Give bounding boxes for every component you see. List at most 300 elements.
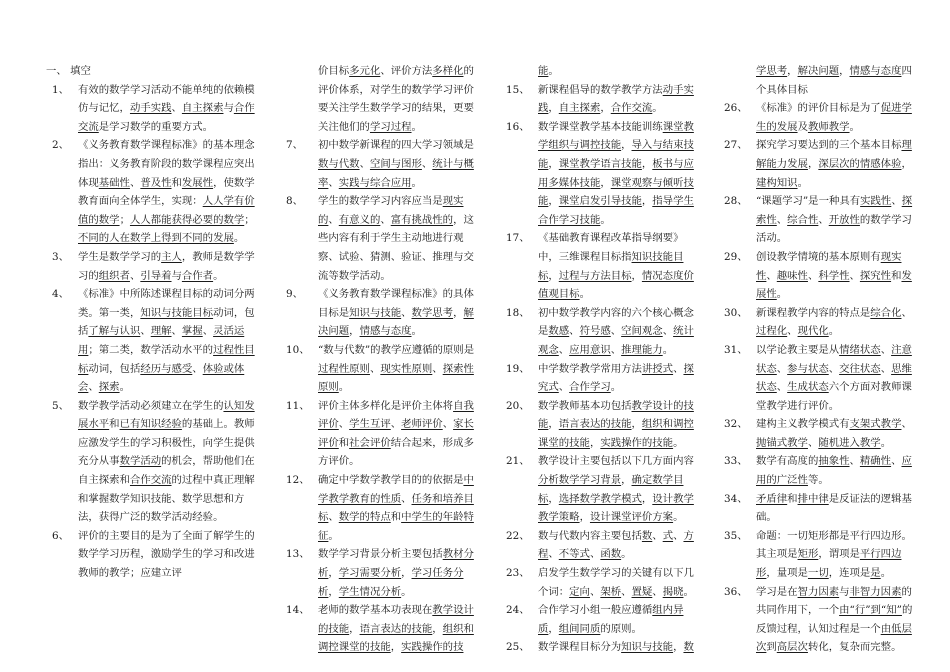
- question-text: [538, 121, 694, 226]
- prompt-text: 。: [673, 436, 684, 449]
- prompt-text: 、: [776, 381, 788, 394]
- prompt-text: ，: [548, 157, 559, 170]
- answer-text: 非智力因素: [849, 585, 902, 598]
- prompt-text: 。: [880, 567, 892, 580]
- question-number: 27、: [724, 139, 748, 152]
- prompt-text: 、: [359, 157, 370, 170]
- prompt-text: ，: [589, 436, 601, 449]
- question-number: 14、: [286, 604, 310, 617]
- answer-text: 中学教学教育的性质: [318, 474, 474, 505]
- prompt-text: 、: [171, 325, 182, 338]
- question-number: 10、: [286, 343, 310, 356]
- answer-text: 数学活动: [119, 455, 162, 468]
- question-item: [506, 118, 702, 230]
- prompt-text: 学习是在: [756, 585, 798, 598]
- answer-text: 空间与图形: [369, 157, 422, 170]
- question-number: 9、: [286, 288, 304, 301]
- question-item: [46, 136, 256, 248]
- answer-text: 中学生的年龄特征: [318, 511, 474, 542]
- prompt-text: ，: [548, 269, 559, 282]
- prompt-text: 、: [880, 362, 892, 375]
- prompt-text: 数学有高度的: [756, 455, 819, 468]
- answer-text: 理解: [150, 325, 172, 338]
- question-text: [318, 344, 474, 393]
- prompt-text: 。: [621, 548, 632, 561]
- prompt-text: 及: [797, 120, 808, 133]
- question-text: [318, 139, 474, 188]
- prompt-text: 六个方面对教师课堂教学进行评价。: [756, 381, 912, 412]
- answer-text: 数学的特点: [338, 511, 391, 524]
- answer-text: 探究式: [538, 362, 694, 394]
- answer-text: 数感: [548, 325, 570, 338]
- answer-text: 知识与技能目标: [140, 306, 214, 319]
- question-text: [538, 232, 694, 300]
- question-text: [756, 102, 912, 133]
- question-item: [506, 62, 702, 81]
- answer-text: 函数: [600, 548, 622, 561]
- prompt-text: 、: [442, 418, 454, 431]
- question-number: 23、: [506, 567, 530, 580]
- question-number: 22、: [506, 529, 530, 542]
- answer-text: 过程性目标: [78, 343, 255, 375]
- answer-text: 统计与概率: [318, 157, 474, 189]
- prompt-text: 和: [171, 176, 182, 189]
- answer-text: 发展性: [181, 176, 214, 189]
- answer-text: 合作交流: [610, 102, 653, 115]
- answer-text: 经历与感受: [140, 362, 193, 375]
- section-heading: 一、 填空: [46, 65, 91, 77]
- answer-text: 理解能力发展: [756, 139, 912, 170]
- answer-text: 能: [538, 65, 549, 77]
- question-item: [724, 527, 920, 583]
- question-item: [46, 527, 256, 583]
- question-number: 19、: [506, 362, 530, 375]
- prompt-text: 的共同作用下，一个: [756, 585, 912, 617]
- question-number: 21、: [506, 455, 530, 468]
- answer-text: 现实性原则: [380, 362, 433, 375]
- prompt-text: ；: [119, 213, 130, 226]
- prompt-text: 、: [610, 325, 622, 338]
- answer-text: 语言表达的技能: [558, 418, 632, 431]
- prompt-text: 。: [828, 325, 840, 338]
- answer-text: 动手实践: [538, 83, 694, 115]
- question-text: [318, 65, 474, 133]
- prompt-text: ，: [631, 418, 642, 431]
- answer-text: 科学性: [818, 269, 850, 282]
- question-text: [538, 604, 683, 635]
- answer-text: 平行四边形: [756, 548, 902, 580]
- question-text: [318, 604, 474, 653]
- prompt-text: ，: [349, 325, 360, 338]
- question-item: [724, 304, 920, 341]
- question-item: [724, 248, 920, 304]
- prompt-text: ，: [401, 567, 412, 580]
- answer-text: 综合化: [870, 306, 902, 319]
- answer-text: 揭晓: [662, 585, 684, 598]
- answer-text: 讲授式: [641, 362, 674, 375]
- question-number: 7、: [286, 139, 304, 152]
- column-4: [724, 62, 920, 668]
- answer-text: 板书与应用多媒体技能: [538, 157, 694, 189]
- answer-text: 式: [662, 529, 674, 542]
- question-text: [756, 586, 912, 654]
- prompt-text: ，: [631, 269, 642, 282]
- question-number: 16、: [506, 120, 530, 133]
- prompt-text: 。: [662, 343, 674, 356]
- answer-text: 由低层次: [756, 622, 912, 654]
- answer-text: 确定数学目标: [538, 474, 684, 505]
- prompt-text: 、: [880, 343, 892, 356]
- answer-text: 课堂观察与倾听技能: [538, 176, 694, 208]
- question-item: [286, 285, 482, 341]
- question-text: [756, 195, 912, 244]
- prompt-text: 。: [119, 381, 130, 394]
- answer-text: 课堂教学语言技能: [558, 157, 642, 170]
- prompt-text: 、: [88, 381, 99, 394]
- question-number: 13、: [286, 548, 310, 561]
- prompt-text: 初中数学新课程的四大学习领域是: [318, 139, 474, 152]
- answer-text: 过程与方法目标: [558, 269, 632, 282]
- question-text: [318, 474, 474, 542]
- prompt-text: ，教师是数学学习的: [78, 250, 255, 282]
- prompt-text: 。: [233, 232, 245, 245]
- question-number: 15、: [506, 83, 530, 96]
- question-item: [286, 341, 482, 397]
- answer-text: 建构知识: [756, 176, 798, 189]
- prompt-text: 数与代数内容主要包括: [538, 529, 642, 542]
- answer-text: 统计观念: [538, 325, 694, 356]
- answer-text: 思维状态: [756, 362, 912, 394]
- answer-text: 引导着: [140, 269, 172, 282]
- question-item: [724, 490, 920, 527]
- answer-text: 开放性: [828, 213, 860, 226]
- answer-text: 实践操作的技: [401, 641, 464, 654]
- prompt-text: 是反证法的逻辑基础。: [756, 492, 912, 524]
- answer-text: 选择数学教学模式: [558, 492, 642, 505]
- question-item: [286, 397, 482, 471]
- prompt-text: ，: [328, 567, 339, 580]
- answer-text: 实践与综合应用: [338, 176, 412, 189]
- answer-text: 知识技能目标: [538, 250, 684, 282]
- answer-text: 富有挑战性的: [390, 213, 454, 226]
- prompt-text: “课题学习”是一种具有: [756, 195, 861, 208]
- question-text: [78, 288, 255, 393]
- prompt-text: ，: [673, 641, 684, 654]
- question-number: 1、: [52, 83, 70, 96]
- prompt-text: 与: [171, 269, 182, 282]
- prompt-text: 、: [432, 362, 443, 375]
- answer-text: 动手实践: [129, 102, 172, 115]
- answer-text: 发展性: [756, 269, 912, 301]
- question-number: 4、: [52, 288, 70, 301]
- answer-text: 探索性原则: [318, 362, 474, 394]
- question-number: 31、: [724, 343, 748, 356]
- answer-text: 老师评价: [401, 418, 443, 431]
- prompt-text: 等。: [807, 474, 829, 487]
- question-number: 32、: [724, 418, 748, 431]
- prompt-text: ，: [453, 306, 464, 319]
- question-item: [506, 304, 702, 360]
- prompt-text: 以学论教主要是从: [756, 343, 840, 356]
- answer-text: 实践操作的技能: [600, 436, 674, 449]
- answer-text: 设计教学教学策略: [538, 492, 694, 524]
- question-item: [506, 229, 702, 303]
- prompt-text: 、: [390, 418, 402, 431]
- prompt-text: 《基础教育课程改革指导纲要》中，三维课程目标指: [538, 232, 684, 263]
- answer-text: 排中律: [797, 492, 829, 505]
- prompt-text: 、评价方法: [380, 65, 433, 77]
- prompt-text: ，量项是: [766, 567, 808, 580]
- prompt-text: 的基础上。教师应激发学生的学习积极性，向学生提供充分从事: [78, 418, 255, 468]
- answer-text: 数学思考: [411, 306, 454, 319]
- prompt-text: 、: [652, 529, 663, 542]
- question-text: [538, 455, 694, 523]
- prompt-text: 、: [766, 269, 777, 282]
- question-item: [286, 601, 482, 657]
- prompt-text: 和: [390, 511, 402, 524]
- answer-text: 体验或体会: [78, 362, 245, 394]
- answer-text: 应用的广泛性: [756, 455, 912, 487]
- answer-text: 基础性: [98, 176, 130, 189]
- answer-text: 应用意识: [569, 343, 611, 356]
- prompt-text: 新课程倡导的数学教学方法: [538, 83, 663, 96]
- prompt-text: 、: [621, 585, 632, 598]
- prompt-text: 《义务教育数学课程标准》的基本理念指出：义务教育阶段的数学课程应突出体现: [78, 139, 255, 189]
- question-item: [724, 136, 920, 192]
- prompt-text: ，: [432, 622, 443, 635]
- prompt-text: 、: [328, 213, 339, 226]
- prompt-text: 、: [776, 362, 788, 375]
- question-text: [318, 195, 474, 281]
- prompt-text: 、: [776, 213, 788, 226]
- question-text: [78, 400, 255, 524]
- answer-text: 教学设计的技能: [538, 399, 694, 431]
- prompt-text: 数学学习背景分析主要包括: [318, 548, 443, 561]
- answer-text: 抽象性: [818, 455, 850, 468]
- answer-text: 学生互评: [349, 418, 391, 431]
- answer-text: 交往状态: [839, 362, 881, 375]
- prompt-text: 、: [558, 381, 570, 394]
- question-text: [756, 344, 912, 412]
- answer-text: 教师教学: [807, 120, 850, 133]
- answer-text: 情感与态度: [849, 65, 902, 77]
- answer-text: 灵活运用: [78, 325, 245, 356]
- prompt-text: 动词，包括: [88, 362, 141, 375]
- answer-text: 家长评价: [318, 418, 474, 449]
- answer-text: 情况态度价值观目标: [538, 269, 694, 301]
- prompt-text: 、: [589, 585, 601, 598]
- prompt-text: 。: [683, 585, 694, 598]
- prompt-text: ，谓项是: [818, 548, 860, 561]
- prompt-text: 、: [380, 213, 391, 226]
- question-text: [756, 418, 912, 449]
- answer-text: 自主探索: [181, 102, 224, 115]
- answer-text: 合作交流: [78, 102, 255, 133]
- answer-text: 情感与态度: [359, 325, 412, 338]
- question-text: [756, 530, 912, 579]
- prompt-text: 、: [673, 529, 684, 542]
- question-number: 30、: [724, 306, 748, 319]
- prompt-text: 数学教师基本功包括: [538, 399, 632, 412]
- answer-text: 探索性: [756, 195, 913, 226]
- answer-text: 过程性原则: [318, 362, 370, 375]
- prompt-text: 。: [548, 65, 559, 77]
- answer-text: 高层次: [776, 641, 808, 654]
- prompt-text: ，: [621, 139, 632, 152]
- question-item: [724, 415, 920, 452]
- answer-text: 情绪状态: [839, 343, 881, 356]
- prompt-text: 转化，复杂而完整。: [807, 641, 902, 654]
- prompt-text: 、: [849, 269, 860, 282]
- prompt-text: 的评价体系，对学生的数学学习评价要关注学生数学学习的结果，更要关注他们的: [318, 65, 474, 133]
- answer-text: 合作交流: [129, 474, 172, 487]
- prompt-text: 、: [673, 362, 684, 375]
- question-item: [506, 527, 702, 564]
- prompt-text: 、: [901, 306, 912, 319]
- prompt-text: 、: [558, 343, 570, 356]
- prompt-text: ，: [579, 511, 590, 524]
- prompt-text: 、: [192, 362, 203, 375]
- answer-text: 组织和调控课堂的技能: [538, 418, 694, 449]
- prompt-text: 教学设计主要包括以下几方面内容: [538, 455, 694, 468]
- prompt-text: 确定中学数学教学目的的依据是: [318, 474, 464, 487]
- question-item: [286, 471, 482, 545]
- prompt-text: 的机会，帮助他们在自主探索和: [78, 455, 255, 487]
- prompt-text: 、: [807, 269, 819, 282]
- question-item: [724, 62, 920, 99]
- answer-text: 一切: [807, 567, 829, 580]
- prompt-text: 。: [673, 511, 684, 524]
- prompt-text: 评价主体多样化是评价主体将: [318, 399, 454, 412]
- answer-text: 自我评价: [318, 399, 474, 431]
- question-number: 26、: [724, 102, 748, 115]
- answer-text: 学习过程: [369, 120, 412, 133]
- answer-text: 促进学生的发展: [756, 102, 912, 133]
- question-text: [756, 493, 912, 524]
- answer-text: 合作学习: [569, 381, 611, 394]
- prompt-text: 《义务教育数学课程标准》的具体目标是: [318, 288, 474, 319]
- prompt-text: 的过程中真正理解和掌握数学知识技能、数学思想和方法，获得广泛的数学活动经验。: [78, 474, 255, 524]
- question-number: 20、: [506, 399, 530, 412]
- prompt-text: 。: [776, 288, 788, 301]
- prompt-text: 《标准》的评价目标是为了: [756, 102, 881, 115]
- question-text: [78, 139, 255, 244]
- prompt-text: 新课程教学内容的特点是: [756, 306, 871, 319]
- prompt-text: ，: [548, 622, 559, 635]
- answer-text: 导入与结束技能: [538, 139, 694, 170]
- question-number: 35、: [724, 529, 748, 542]
- prompt-text: 。: [610, 381, 622, 394]
- prompt-text: 。: [338, 381, 350, 394]
- prompt-text: 。: [797, 176, 808, 189]
- prompt-text: 和: [891, 269, 902, 282]
- prompt-text: 。: [579, 288, 590, 301]
- prompt-text: 、: [807, 436, 819, 449]
- prompt-text: 的原则。: [600, 622, 642, 635]
- answer-text: 推理能力: [621, 343, 663, 356]
- prompt-text: ，: [839, 65, 850, 77]
- answer-text: 课堂启发引导技能: [558, 195, 642, 208]
- answer-text: 合作者: [181, 269, 214, 282]
- question-number: 3、: [52, 250, 70, 263]
- prompt-text: 学生是数学学习的: [78, 250, 162, 263]
- question-item: [506, 564, 702, 601]
- prompt-text: 、: [891, 195, 902, 208]
- answer-text: 参与状态: [787, 362, 829, 375]
- prompt-text: 、: [652, 585, 663, 598]
- prompt-text: 评价的主要目的是为了全面了解学生的数学学习历程，激励学生的学习和改进教师的教学；应建立评: [78, 529, 255, 580]
- question-item: [506, 601, 702, 638]
- answer-text: 认知发展水平: [78, 399, 255, 431]
- question-text: [78, 530, 255, 579]
- answer-text: 知识与技能: [349, 306, 402, 319]
- question-number: 11、: [286, 399, 310, 412]
- prompt-text: 、: [171, 102, 182, 115]
- prompt-text: 、: [548, 548, 559, 561]
- question-text: [78, 251, 255, 282]
- answer-text: 现实性: [756, 250, 902, 282]
- answer-text: 精确性: [859, 455, 892, 468]
- question-text: [318, 400, 474, 468]
- question-item: [724, 99, 920, 136]
- prompt-text: 。: [328, 529, 339, 542]
- question-number: 2、: [52, 139, 70, 152]
- answer-text: 指导学生合作学习技能: [538, 195, 694, 226]
- prompt-text: 创设教学情境的基本原则有: [756, 250, 881, 263]
- answer-text: 多样化: [432, 65, 464, 77]
- question-number: 25、: [506, 641, 530, 654]
- prompt-text: 。: [849, 120, 860, 133]
- answer-text: 不等式: [558, 548, 590, 561]
- answer-text: 组织者: [98, 269, 130, 282]
- question-text: [538, 363, 694, 394]
- question-item: [724, 583, 920, 657]
- answer-text: 注意状态: [756, 343, 912, 375]
- prompt-text: 和: [109, 418, 120, 431]
- prompt-text: 、: [338, 418, 350, 431]
- prompt-text: 合作学习小组一般应遵循: [538, 604, 653, 617]
- prompt-text: 与: [223, 102, 234, 115]
- prompt-text: 与: [839, 585, 850, 598]
- answer-text: 掌握: [181, 325, 203, 338]
- answer-text: 数与代数: [318, 157, 360, 170]
- prompt-text: ，: [548, 418, 559, 431]
- prompt-text: 、: [662, 325, 674, 338]
- question-number: 24、: [506, 604, 530, 617]
- question-number: 18、: [506, 306, 530, 319]
- question-item: [286, 62, 482, 136]
- question-text: [318, 288, 474, 337]
- answer-text: 解决问题: [318, 306, 474, 338]
- prompt-text: 。: [411, 176, 422, 189]
- answer-text: 方程: [538, 529, 694, 561]
- prompt-text: “数与代数”的教学应遵循的原则是: [318, 343, 475, 356]
- prompt-text: ，: [548, 195, 559, 208]
- prompt-text: 、: [401, 492, 412, 505]
- answer-text: 深层次的情感体验: [818, 157, 902, 170]
- question-text: [538, 400, 694, 449]
- prompt-text: 。: [401, 585, 412, 598]
- answer-text: 探究性: [859, 269, 892, 282]
- prompt-text: 启发学生数学学习的关键有以下几个词：: [538, 567, 694, 598]
- prompt-text: ，: [349, 622, 360, 635]
- column-2: [286, 62, 482, 668]
- answer-text: 生成状态: [787, 381, 829, 394]
- answer-text: 分析数学学习背景: [538, 474, 622, 487]
- answer-text: 综合性: [787, 213, 819, 226]
- answer-text: 多元化: [349, 65, 381, 77]
- prompt-text: 、: [589, 548, 601, 561]
